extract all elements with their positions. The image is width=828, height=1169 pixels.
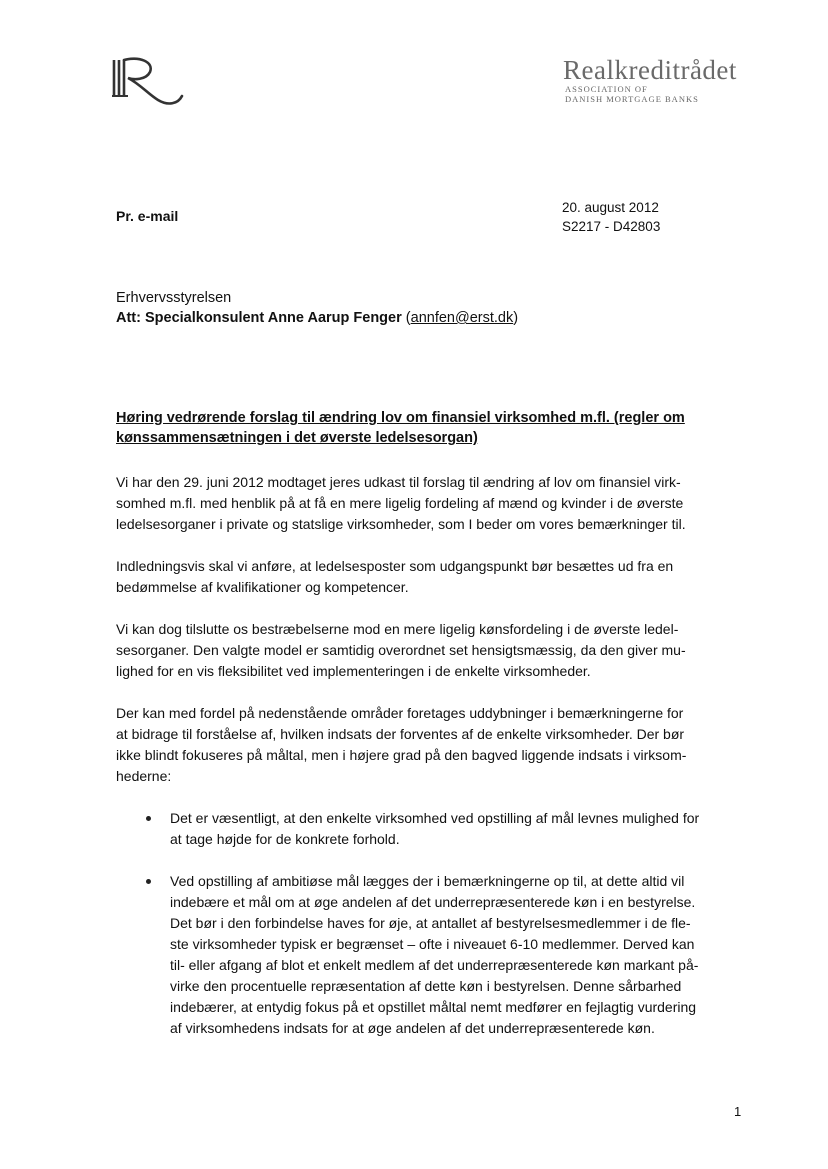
letter-subject xyxy=(116,408,736,448)
org-subtitle-2: DANISH MORTGAGE BANKS xyxy=(565,94,699,104)
bullet-line: virke den procentuelle repræsentation af dette køn i bestyrelsen. Denne sårbarhed xyxy=(170,978,682,994)
bullet-dot-icon xyxy=(146,816,151,821)
paragraph-line: ledelsesorganer i private og statslige virksomheder, som I beder om vores bemærkninger til. xyxy=(116,516,686,532)
bullet-line: indebære et mål om at øge andelen af det underrepræsenterede køn i en bestyrelse. xyxy=(170,894,696,910)
recipient-organization: Erhvervsstyrelsen xyxy=(116,290,232,306)
org-name: Realkreditrådet xyxy=(563,55,737,85)
recipient-block xyxy=(116,288,518,328)
letter-body xyxy=(116,472,746,1060)
bullet-line: Det bør i den forbindelse haves for øje, at antallet af bestyrelsesmedlemmer i de fle- xyxy=(170,915,691,931)
letter-reference: S2217 - D42803 xyxy=(562,219,661,234)
bullet-line: at tage højde for de konkrete forhold. xyxy=(170,831,400,847)
paragraph-line: Indledningsvis skal vi anføre, at ledelsesposter som udgangspunkt bør besættes ud fra en xyxy=(116,558,674,574)
paragraph xyxy=(116,556,746,598)
bullet-line: Det er væsentligt, at den enkelte virksomhed ved opstilling af mål levnes mulighed for xyxy=(170,810,700,826)
bullet-item xyxy=(116,808,746,850)
bullet-dot-icon xyxy=(146,879,151,884)
bullet-line: ste virksomheder typisk er begrænset – ofte i niveauet 6-10 medlemmer. Derved kan xyxy=(170,936,695,952)
paragraph xyxy=(116,619,746,682)
paragraph-line: bedømmelse af kvalifikationer og kompetencer. xyxy=(116,579,409,595)
delivery-method: Pr. e-mail xyxy=(116,208,179,224)
subject-line-1: Høring vedrørende forslag til ændring lov om finansiel virksomhed m.fl. (regler om xyxy=(116,410,685,426)
page-number: 1 xyxy=(734,1104,742,1119)
recipient-att-name: Att: Specialkonsulent Anne Aarup Fenger xyxy=(116,310,402,326)
paragraph-line: somhed m.fl. med henblik på at få en mere ligelig fordeling af mænd og kvinder i de øverste xyxy=(116,495,684,511)
paragraph-line: sesorganer. Den valgte model er samtidig overordnet set hensigtsmæssig, da den giver mu- xyxy=(116,642,686,658)
paragraph-line: Der kan med fordel på nedenstående områder foretages uddybninger i bemærkningerne for xyxy=(116,705,684,721)
bullet-line: Ved opstilling af ambitiøse mål lægges der i bemærkningerne op til, at dette altid vil xyxy=(170,873,685,889)
letter-date: 20. august 2012 xyxy=(562,200,659,215)
subject-line-2: kønssammensætningen i det øverste ledelsesorgan) xyxy=(116,430,478,446)
paragraph-line: hederne: xyxy=(116,768,172,784)
bullet-line: indebærer, at entydig fokus på et opstillet måltal nemt medfører en fejlagtig vurdering xyxy=(170,999,697,1015)
letter-meta xyxy=(562,198,660,236)
org-subtitle-1: ASSOCIATION OF xyxy=(565,84,648,94)
bullet-line: til- eller afgang af blot et enkelt medlem af det underrepræsenterede køn markant på- xyxy=(170,957,699,973)
paragraph-line: Vi har den 29. juni 2012 modtaget jeres udkast til forslag til ændring af lov om finansiel virk- xyxy=(116,474,681,490)
org-letterhead xyxy=(563,56,803,104)
bullet-list xyxy=(116,808,746,1039)
paragraph-line: Vi kan dog tilslutte os bestræbelserne mod en mere ligelig kønsfordeling i de øverste ledel- xyxy=(116,621,679,637)
recipient-email-link[interactable]: annfen@erst.dk xyxy=(410,310,514,326)
recipient-attention: Att: Specialkonsulent Anne Aarup Fenger (annfen@erst.dk) xyxy=(116,310,519,326)
paragraph xyxy=(116,472,746,535)
paragraph xyxy=(116,703,746,787)
realkreditraadet-logo-icon xyxy=(110,52,190,112)
bullet-line: af virksomhedens indsats for at øge andelen af det underrepræsenterede køn. xyxy=(170,1020,655,1036)
bullet-item xyxy=(116,871,746,1039)
paragraph-line: ikke blindt fokuseres på måltal, men i højere grad på den bagved liggende indsats i virksom- xyxy=(116,747,687,763)
paragraph-line: lighed for en vis fleksibilitet ved implementeringen i de enkelte virksomheder. xyxy=(116,663,591,679)
paragraph-line: at bidrage til forståelse af, hvilken indsats der forventes af de enkelte virksomheder. Der bør xyxy=(116,726,685,742)
